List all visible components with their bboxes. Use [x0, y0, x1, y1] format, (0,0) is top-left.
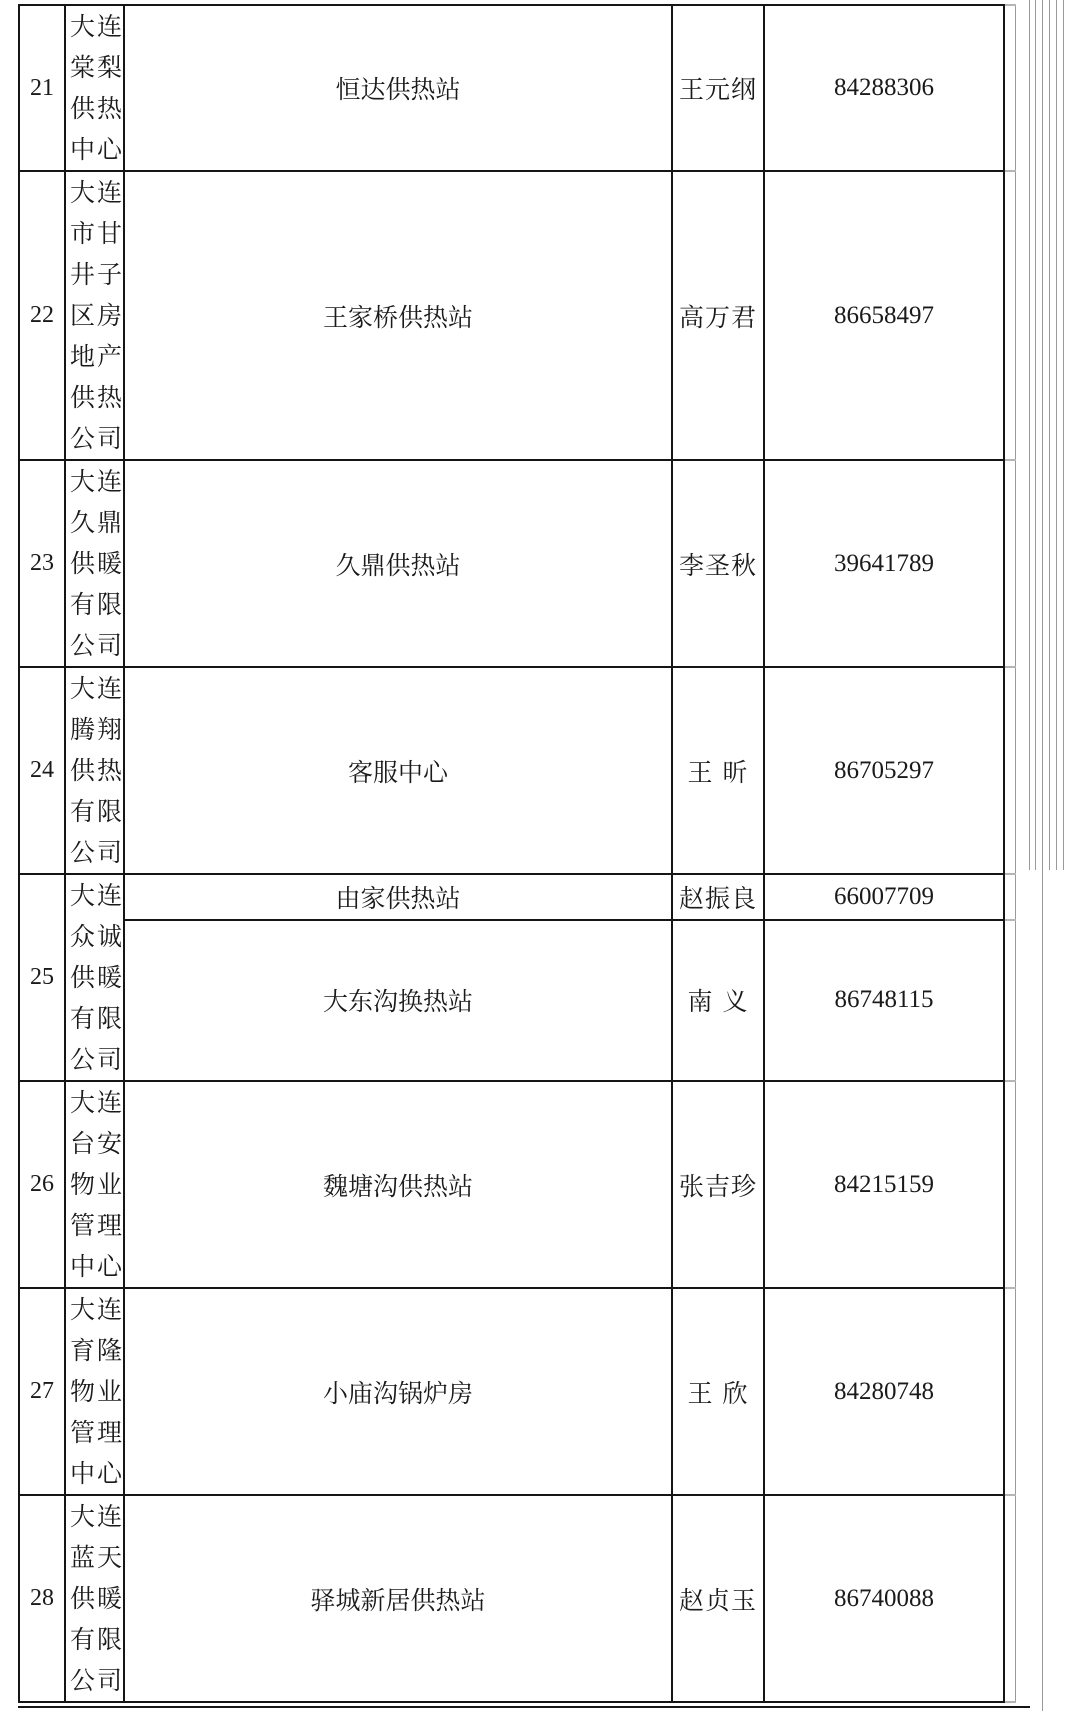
organization-cell	[65, 1495, 124, 1702]
background-gridlines	[1029, 0, 1079, 870]
contact-person: 王 昕	[672, 667, 764, 874]
organization-name: 大连棠梨供热中心	[70, 12, 125, 164]
contact-person: 张吉珍	[672, 1081, 764, 1288]
organization-name: 大连众诚供暖有限公司	[70, 881, 125, 1074]
row-number: 28	[19, 1495, 65, 1702]
row-number: 27	[19, 1288, 65, 1495]
background-gridline	[1042, 870, 1043, 1711]
organization-cell	[65, 171, 124, 460]
organization-name: 大连久鼎供暖有限公司	[70, 467, 125, 660]
organization-cell	[65, 874, 124, 1081]
phone-number: 86658497	[764, 171, 1004, 460]
blank-cell	[1004, 460, 1015, 667]
phone-number: 84288306	[764, 5, 1004, 171]
organization-name: 大连腾翔供热有限公司	[70, 674, 125, 867]
organization-name: 大连蓝天供暖有限公司	[70, 1502, 125, 1695]
blank-cell	[1004, 171, 1015, 460]
table-row	[19, 1288, 1015, 1495]
station-name: 由家供热站	[124, 874, 672, 920]
station-name: 魏塘沟供热站	[124, 1081, 672, 1288]
organization-cell	[65, 1288, 124, 1495]
phone-number: 86740088	[764, 1495, 1004, 1702]
station-name: 王家桥供热站	[124, 171, 672, 460]
blank-cell	[1004, 1288, 1015, 1495]
organization-name: 大连市甘井子区房地产供热公司	[70, 178, 125, 453]
station-name: 恒达供热站	[124, 5, 672, 171]
phone-number: 86748115	[764, 920, 1004, 1081]
organization-name: 大连育隆物业管理中心	[70, 1295, 125, 1488]
blank-cell	[1004, 5, 1015, 171]
organization-cell	[65, 460, 124, 667]
station-name: 大东沟换热站	[124, 920, 672, 1081]
row-number: 21	[19, 5, 65, 171]
phone-number: 84215159	[764, 1081, 1004, 1288]
blank-cell	[1004, 1495, 1015, 1702]
heating-station-table	[18, 4, 1016, 1703]
blank-cell	[1004, 667, 1015, 874]
row-number: 26	[19, 1081, 65, 1288]
phone-number: 66007709	[764, 874, 1004, 920]
table-row	[19, 667, 1015, 874]
organization-cell	[65, 5, 124, 171]
blank-cell	[1004, 874, 1015, 920]
contact-person: 南 义	[672, 920, 764, 1081]
contact-person: 赵贞玉	[672, 1495, 764, 1702]
table-row	[19, 460, 1015, 667]
row-number: 23	[19, 460, 65, 667]
station-name: 小庙沟锅炉房	[124, 1288, 672, 1495]
row-number: 22	[19, 171, 65, 460]
table-bottom-border	[18, 1706, 1030, 1708]
table-row	[19, 1495, 1015, 1702]
contact-person: 高万君	[672, 171, 764, 460]
organization-cell	[65, 667, 124, 874]
table-row	[19, 920, 1015, 1081]
blank-cell	[1004, 1081, 1015, 1288]
row-number: 24	[19, 667, 65, 874]
row-number: 25	[19, 874, 65, 1081]
station-name: 久鼎供热站	[124, 460, 672, 667]
station-name: 驿城新居供热站	[124, 1495, 672, 1702]
phone-number: 84280748	[764, 1288, 1004, 1495]
blank-cell	[1004, 920, 1015, 1081]
contact-person: 王元纲	[672, 5, 764, 171]
contact-person: 李圣秋	[672, 460, 764, 667]
table-row	[19, 5, 1015, 171]
contact-person: 赵振良	[672, 874, 764, 920]
organization-name: 大连台安物业管理中心	[70, 1088, 125, 1281]
table-body	[19, 5, 1015, 1702]
table-row	[19, 1081, 1015, 1288]
phone-number: 39641789	[764, 460, 1004, 667]
station-name: 客服中心	[124, 667, 672, 874]
phone-number: 86705297	[764, 667, 1004, 874]
contact-person: 王 欣	[672, 1288, 764, 1495]
table-row	[19, 171, 1015, 460]
organization-cell	[65, 1081, 124, 1288]
table-row	[19, 874, 1015, 920]
